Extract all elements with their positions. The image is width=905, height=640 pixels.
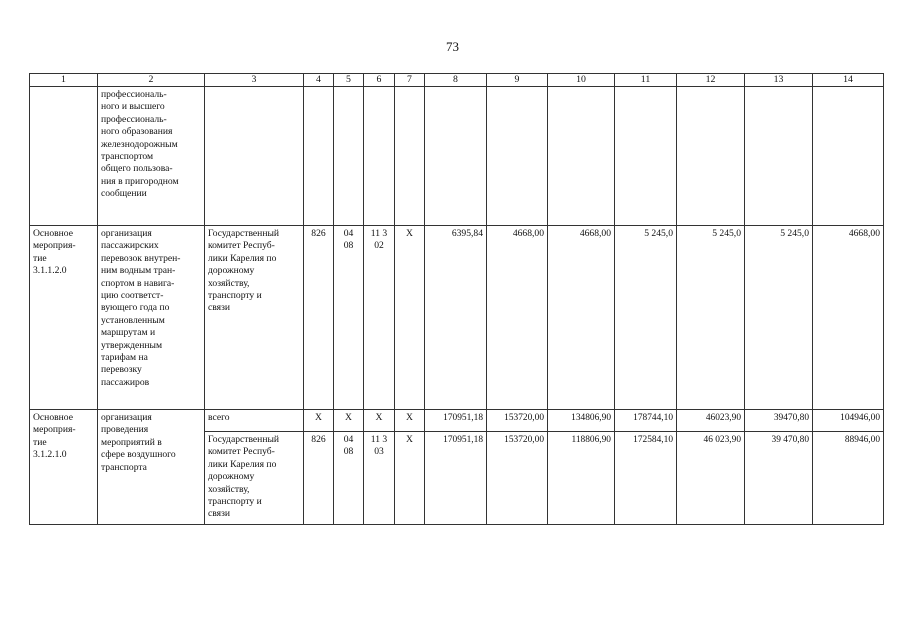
column-header: 6 — [364, 74, 395, 87]
table-cell — [395, 87, 425, 226]
column-header: 9 — [487, 74, 548, 87]
grbs-code-cell: Х — [304, 410, 334, 432]
text-line: 04 — [343, 434, 354, 445]
text-line: организация — [101, 228, 152, 239]
table-cell — [304, 87, 334, 226]
table-row-water-transport — [30, 226, 884, 410]
grbs-code-cell: 826 — [304, 226, 334, 410]
grbs-code-cell: 826 — [304, 432, 334, 525]
table-cell — [813, 87, 884, 226]
column-header: 12 — [677, 74, 745, 87]
activity-type-cell — [30, 226, 98, 410]
text-line: 3.1.1.2.0 — [33, 265, 67, 277]
text-line: транспорта — [101, 461, 147, 473]
text-line: ного образования — [101, 126, 173, 138]
budget-table — [29, 73, 884, 525]
table-cell — [615, 87, 677, 226]
text-line: транспортом — [101, 151, 154, 163]
text-line: проведения — [101, 424, 149, 436]
text-line: дорожному — [208, 265, 255, 277]
text-line: вующего года по — [101, 302, 170, 314]
text-line: комитет Респуб- — [208, 446, 275, 458]
value-cell: 39 470,80 — [745, 432, 813, 525]
responsible-org-cell — [205, 432, 304, 525]
csr-code-cell: Х — [364, 410, 395, 432]
vr-code-cell: Х — [395, 410, 425, 432]
column-header: 10 — [548, 74, 615, 87]
text-line: 03 — [374, 446, 384, 458]
text-line: 02 — [374, 240, 384, 252]
text-line: Государственный — [208, 228, 280, 239]
text-line: 08 — [343, 240, 354, 252]
table-cell — [425, 87, 487, 226]
column-header: 3 — [205, 74, 304, 87]
table-row-air-total — [30, 410, 884, 432]
text-line: хозяйству, — [208, 483, 250, 495]
header-row — [30, 74, 884, 87]
value-cell: 46023,90 — [677, 410, 745, 432]
text-line: дорожному — [208, 471, 255, 483]
column-header: 7 — [395, 74, 425, 87]
table-row-continuation — [30, 87, 884, 226]
table-cell — [677, 87, 745, 226]
activity-type-cell — [30, 410, 98, 525]
value-cell: 172584,10 — [615, 432, 677, 525]
text-line: мероприятий в — [101, 436, 162, 448]
total-label-cell: всего — [205, 410, 304, 432]
vr-code-cell: Х — [395, 432, 425, 525]
table-cell — [30, 87, 98, 226]
text-line: Государственный — [208, 434, 280, 445]
text-line: тарифам на — [101, 352, 148, 364]
text-line: установленным — [101, 314, 165, 326]
text-line: пассажирских — [101, 240, 159, 252]
rzpr-code-cell — [334, 226, 364, 410]
value-cell: 5 245,0 — [677, 226, 745, 410]
table-cell — [334, 87, 364, 226]
text-line: ного и высшего — [101, 101, 165, 113]
column-header: 2 — [98, 74, 205, 87]
text-line: связи — [208, 302, 230, 314]
text-line: тие — [33, 436, 47, 448]
text-line: комитет Респуб- — [208, 240, 275, 252]
text-line: тие — [33, 252, 47, 264]
column-header: 11 — [615, 74, 677, 87]
value-cell: 4668,00 — [487, 226, 548, 410]
text-line: 3.1.2.1.0 — [33, 449, 67, 461]
csr-code-cell — [364, 226, 395, 410]
value-cell: 134806,90 — [548, 410, 615, 432]
value-cell: 104946,00 — [813, 410, 884, 432]
table-cell — [548, 87, 615, 226]
table-cell — [487, 87, 548, 226]
text-line: организация — [101, 412, 152, 423]
text-line: профессиональ- — [101, 113, 167, 125]
text-line: маршрутам и — [101, 327, 156, 339]
value-cell: 6395,84 — [425, 226, 487, 410]
rzpr-code-cell: Х — [334, 410, 364, 432]
text-line: Основное — [33, 228, 73, 239]
text-line: ним водным тран- — [101, 265, 176, 277]
responsible-org-cell — [205, 226, 304, 410]
text-line: утвержденным — [101, 339, 163, 351]
activity-name-cell — [98, 410, 205, 525]
value-cell: 5 245,0 — [745, 226, 813, 410]
activity-name-cell — [98, 226, 205, 410]
value-cell: 170951,18 — [425, 410, 487, 432]
text-line: связи — [208, 508, 230, 520]
value-cell: 4668,00 — [813, 226, 884, 410]
page-number: 73 — [446, 39, 459, 54]
value-cell: 153720,00 — [487, 432, 548, 525]
value-cell: 46 023,90 — [677, 432, 745, 525]
csr-code-cell — [364, 432, 395, 525]
value-cell: 4668,00 — [548, 226, 615, 410]
text-line: мероприя- — [33, 424, 76, 436]
text-line: 11 3 — [370, 434, 388, 445]
value-cell: 170951,18 — [425, 432, 487, 525]
text-line: сообщении — [101, 188, 147, 200]
value-cell: 178744,10 — [615, 410, 677, 432]
column-header: 13 — [745, 74, 813, 87]
value-cell: 118806,90 — [548, 432, 615, 525]
text-line: 08 — [343, 446, 354, 458]
value-cell: 5 245,0 — [615, 226, 677, 410]
text-line: транспорту и — [208, 496, 262, 508]
column-header: 1 — [30, 74, 98, 87]
activity-name-cell — [98, 87, 205, 226]
text-line: лики Карелия по — [208, 252, 277, 264]
text-line: 04 — [343, 228, 354, 239]
column-header: 8 — [425, 74, 487, 87]
column-header: 14 — [813, 74, 884, 87]
vr-code-cell: Х — [395, 226, 425, 410]
text-line: пассажиров — [101, 376, 150, 388]
text-line: транспорту и — [208, 290, 262, 302]
column-header: 5 — [334, 74, 364, 87]
value-cell: 153720,00 — [487, 410, 548, 432]
column-header: 4 — [304, 74, 334, 87]
value-cell: 88946,00 — [813, 432, 884, 525]
rzpr-code-cell — [334, 432, 364, 525]
text-line: ния в пригородном — [101, 175, 179, 187]
text-line: профессиональ- — [101, 89, 167, 100]
text-line: хозяйству, — [208, 277, 250, 289]
table-cell — [745, 87, 813, 226]
text-line: мероприя- — [33, 240, 76, 252]
text-line: цию соответст- — [101, 290, 164, 302]
text-line: перевозок внутрен- — [101, 252, 181, 264]
table-cell — [205, 87, 304, 226]
table-cell — [364, 87, 395, 226]
text-line: общего пользова- — [101, 163, 173, 175]
text-line: лики Карелия по — [208, 458, 277, 470]
text-line: сфере воздушного — [101, 449, 176, 461]
text-line: Основное — [33, 412, 73, 423]
text-line: 11 3 — [370, 228, 388, 239]
text-line: спортом в навига- — [101, 277, 175, 289]
value-cell: 39470,80 — [745, 410, 813, 432]
text-line: перевозку — [101, 364, 142, 376]
text-line: железнодорожным — [101, 138, 178, 150]
